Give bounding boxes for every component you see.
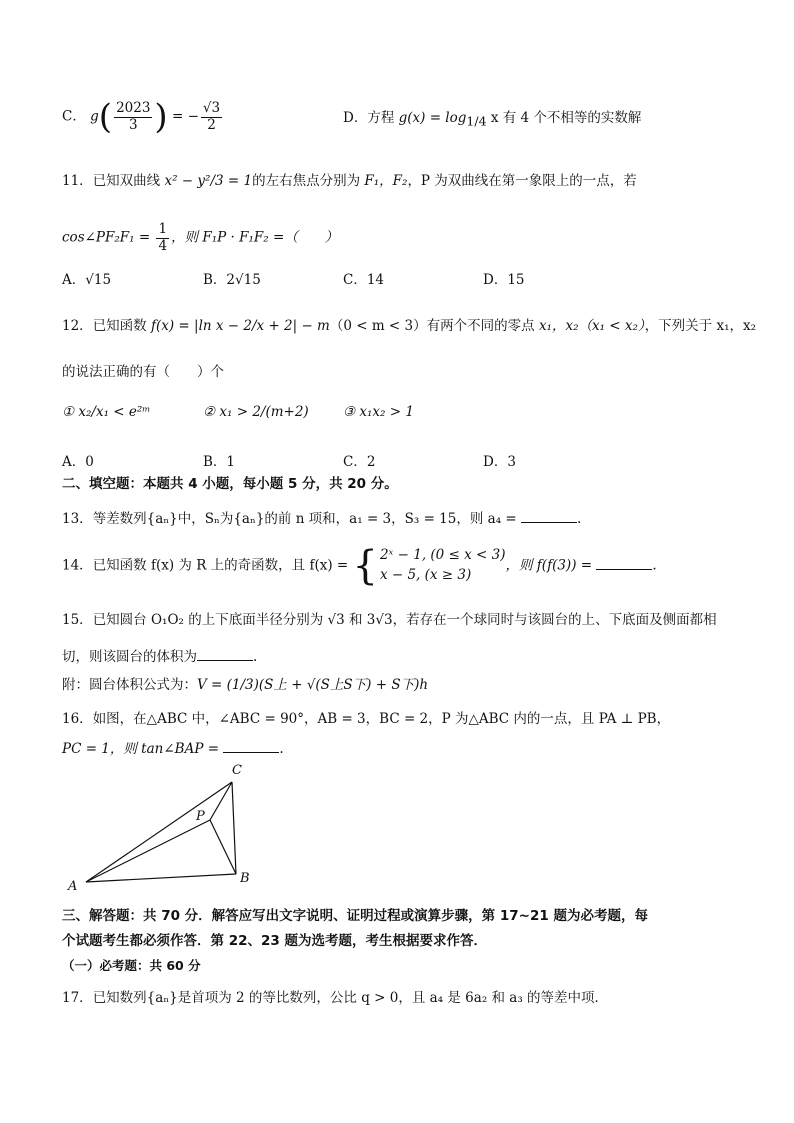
option-label: D． xyxy=(483,272,508,288)
question-text: 切，则该圆台的体积为 xyxy=(62,649,197,665)
question-text: 等差数列{aₙ}中，Sₙ为{aₙ}的前 n 项和，a₁ = 3，S₃ = 15，则 a₄ = xyxy=(92,511,517,527)
q15-stem-line1 xyxy=(62,612,717,628)
option-label: C． xyxy=(62,108,86,125)
answer-blank[interactable] xyxy=(521,508,577,523)
q15-formula-note xyxy=(62,677,428,693)
math-expr: g(x) = log xyxy=(398,110,467,126)
point-label-p: P xyxy=(196,809,205,824)
option-value: 3 xyxy=(507,454,516,470)
question-number: 15． xyxy=(62,612,93,628)
math-expr: F₁，F₂ xyxy=(364,173,408,189)
q11-option-c xyxy=(343,268,384,288)
question-text: ，则 f(f(3)) = xyxy=(505,557,593,574)
section-heading: 二、填空题：本题共 4 小题，每小题 5 分，共 20 分。 xyxy=(62,476,398,492)
option-label: C． xyxy=(343,454,367,470)
option-value: 1 xyxy=(226,454,236,470)
question-text: ，下列关于 x₁，x₂ xyxy=(644,318,757,334)
option-label: B． xyxy=(203,272,227,288)
q12-stem-line1 xyxy=(62,318,756,334)
question-number: 12． xyxy=(62,318,93,334)
segment-pc xyxy=(210,782,232,820)
question-text: 有两个不同的零点 xyxy=(426,318,535,334)
q12-option-a xyxy=(62,450,94,470)
subsection-heading: （一）必考题：共 60 分 xyxy=(62,958,201,973)
q11-stem-line2 xyxy=(62,222,338,254)
q11-stem-line1 xyxy=(62,173,637,189)
math-func: g xyxy=(90,108,99,125)
frac-num: 2023 xyxy=(116,99,151,116)
frac-num: 1 xyxy=(158,221,168,237)
piecewise-case: x − 5, (x ≥ 3) xyxy=(379,567,472,583)
q12-statement-3: ③ x₁x₂ > 1 xyxy=(343,404,414,420)
q12-option-c xyxy=(343,450,375,470)
question-number: 16． xyxy=(62,711,93,727)
q16-stem-line1 xyxy=(62,711,670,727)
q17-stem xyxy=(62,990,608,1006)
log-base: 1/4 xyxy=(466,113,487,129)
option-value: 2 xyxy=(366,454,376,470)
question-number: 13． xyxy=(62,511,93,527)
segment-ap xyxy=(86,820,210,882)
q10-option-d xyxy=(343,110,641,129)
q10-option-c: C． g( $\frac{2023}{3}$ ) = − $\frac{√3}{2}$ xyxy=(62,97,221,137)
option-value: 0 xyxy=(85,454,94,470)
frac-den: 4 xyxy=(158,237,168,254)
option-label: C． xyxy=(343,272,367,288)
question-number: 17． xyxy=(62,990,93,1006)
vertex-label-a: A xyxy=(68,879,78,894)
segment-bc xyxy=(232,782,236,874)
math-expr: f(x) = |ln x − 2/x + 2| − m xyxy=(150,318,330,334)
q12-statement-1: ① x₂/x₁ < e²ᵐ xyxy=(62,404,151,420)
option-text: x 有 4 个不相等的实数解 xyxy=(490,110,642,126)
question-text: 如图，在△ABC 中，∠ABC = 90°，AB = 3，BC = 2，P 为△ABC 内的一点，且 PA ⊥ PB， xyxy=(92,711,671,727)
question-text: 的左右焦点分别为 xyxy=(252,173,361,189)
answer-blank[interactable] xyxy=(223,738,279,753)
q13-stem xyxy=(62,508,581,527)
q12-option-d xyxy=(483,450,516,470)
q11-option-a xyxy=(62,268,111,288)
segment-pb xyxy=(210,820,236,874)
punctuation: . xyxy=(577,511,582,527)
answer-blank[interactable] xyxy=(596,555,652,570)
triangle-figure xyxy=(60,758,270,898)
question-text: ，则 F₁P · F₁F₂ =（ ） xyxy=(171,229,339,246)
piecewise-brace: { 2ˣ − 1, (0 ≤ x < 3) x − 5, (x ≥ 3) xyxy=(352,543,506,589)
q12-option-b xyxy=(203,450,235,470)
segment-ac xyxy=(86,782,232,882)
q12-stem-line2 xyxy=(62,364,224,380)
option-value: √15 xyxy=(85,272,112,288)
question-text: 已知圆台 O₁O₂ 的上下底面半径分别为 √3 和 3√3，若存在一个球同时与该圆台的上、下底面及侧面都相 xyxy=(92,612,717,628)
section-heading-cont: 个试题考生都必须作答．第 22、23 题为选考题，考生根据要求作答． xyxy=(62,933,487,949)
math-expr: cos∠PF₂F₁ = xyxy=(62,229,151,246)
math-expr: x₁，x₂（x₁ < x₂） xyxy=(538,318,645,334)
note-label: 附：圆台体积公式为： xyxy=(62,677,197,693)
segment-ab xyxy=(86,874,236,882)
question-number: 14． xyxy=(62,557,93,574)
q12-statement-2: ② x₁ > 2/(m+2) xyxy=(203,404,309,420)
question-text: 已知双曲线 xyxy=(92,173,161,189)
option-label: A． xyxy=(62,454,86,470)
question-text: 已知数列{aₙ}是首项为 2 的等比数列，公比 q > 0，且 a₄ 是 6a₂ 和 a₃ 的等差中项． xyxy=(92,990,609,1006)
math-formula: V = (1/3)(S上 + √(S上S下) + S下)h xyxy=(197,677,429,693)
frac-den: 3 xyxy=(128,116,138,133)
question-number: 11． xyxy=(62,173,93,189)
punctuation: . xyxy=(652,557,657,574)
question-text: 已知函数 xyxy=(92,318,147,334)
question-text: PC = 1，则 tan∠BAP = xyxy=(62,741,220,757)
q16-stem-line2 xyxy=(62,738,284,757)
question-text: ，P 为双曲线在第一象限上的一点，若 xyxy=(407,173,637,189)
question-text: 的说法正确的有（ ）个 xyxy=(62,364,224,380)
q11-option-d xyxy=(483,268,525,288)
option-label: B． xyxy=(203,454,227,470)
piecewise-case: 2ˣ − 1, (0 ≤ x < 3) xyxy=(379,547,506,564)
section-heading: 三、解答题：共 70 分．解答应写出文字说明、证明过程或演算步骤，第 17~21 题为必考题，每 xyxy=(62,908,648,924)
q14-stem xyxy=(62,543,657,589)
punctuation: . xyxy=(279,741,284,757)
option-value: 2√15 xyxy=(226,272,261,288)
vertex-label-b: B xyxy=(240,871,250,886)
q11-option-b xyxy=(203,268,261,288)
q15-stem-line2 xyxy=(62,646,257,665)
option-value: 14 xyxy=(366,272,385,288)
frac-den: 2 xyxy=(207,116,216,133)
math-expr: x² − y²/3 = 1 xyxy=(164,173,253,189)
option-label: A． xyxy=(62,272,86,288)
question-text: 已知函数 f(x) 为 R 上的奇函数，且 f(x) = xyxy=(92,557,349,574)
answer-blank[interactable] xyxy=(197,646,253,661)
option-label: D．方程 xyxy=(343,110,395,126)
vertex-label-c: C xyxy=(232,763,242,778)
option-value: 15 xyxy=(507,272,525,288)
frac-num: √3 xyxy=(202,99,221,116)
option-label: D． xyxy=(483,454,508,470)
math-expr: （0 < m < 3） xyxy=(329,318,427,334)
punctuation: . xyxy=(253,649,258,665)
